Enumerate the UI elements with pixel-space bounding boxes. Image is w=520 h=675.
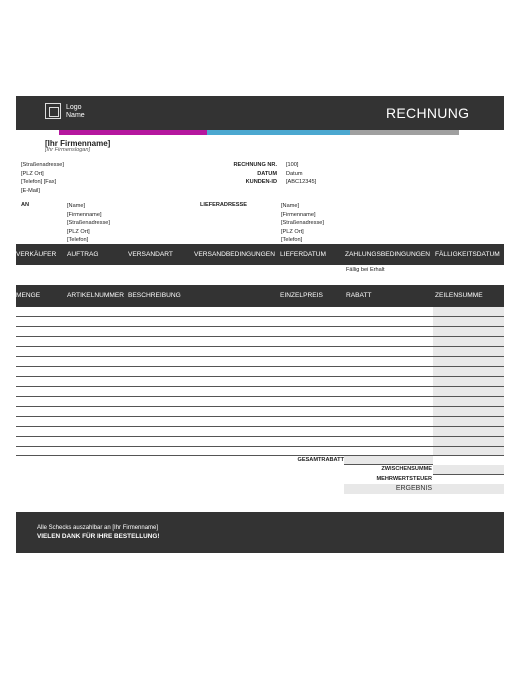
ship-to-line: [Straßenadresse] [281,220,324,226]
footer-thanks: VIELEN DANK FÜR IHRE BESTELLUNG! [37,533,160,540]
table-row [16,416,504,417]
subtotal-underline [433,474,504,475]
table-row [16,426,504,427]
ship-to-line: [Name] [281,203,300,209]
ship-to-line: [Telefon] [281,237,303,243]
logo-text [66,104,85,120]
col-header-item-number: ARTIKELNUMMER [67,292,125,299]
total-discount-label: GESAMTRABATT [297,457,344,463]
table-row [16,446,504,447]
invoice-number-label: RECHNUNG NR. [233,162,277,168]
col-header-shipping-method: VERSANDART [128,251,173,258]
bill-to-line: [Firmenname] [67,211,102,218]
bill-to-line: [Straßenadresse] [67,220,110,226]
company-name: [Ihr Firmenname] [45,139,111,148]
customer-id-value: [ABC12345] [286,179,317,185]
company-city: [PLZ Ort] [21,170,44,177]
bill-to-line: [PLZ Ort] [67,228,90,235]
table-row [16,336,504,337]
col-header-seller: VERKÄUFER [16,251,57,258]
table-row [16,406,504,407]
stripe-blue [207,130,350,135]
col-header-delivery-date: LIEFERDATUM [280,251,327,258]
customer-id-label: KUNDEN-ID [245,179,277,185]
col-header-order: AUFTRAG [67,251,99,258]
ship-to-line: [Firmenname] [281,211,316,218]
company-phone: [Telefon] [Fax] [21,179,57,185]
total-discount-cell [344,456,433,464]
table-row [16,356,504,357]
company-street: [Straßenadresse] [21,162,64,168]
col-header-due-date: FÄLLIGKEITSDATUM [435,251,500,258]
col-header-description: BESCHREIBUNG [128,292,181,299]
table-row [16,326,504,327]
stripe-gray [350,130,459,135]
payment-terms-value: Fällig bei Erhalt [346,267,385,273]
logo-line2: Name [66,112,85,119]
table-row [16,396,504,397]
stripe-magenta [59,130,207,135]
col-header-unit-price: EINZELPREIS [280,292,323,299]
table-row [16,316,504,317]
company-slogan: [Ihr Firmenslogan] [45,147,91,153]
result-label: ERGEBNIS [395,485,432,492]
table-row [16,386,504,387]
line-total-column [433,307,504,455]
invoice-date-label: DATUM [257,170,277,177]
subtotal-cell [433,465,504,474]
col-header-discount: RABATT [346,292,372,299]
ship-to-line: [PLZ Ort] [281,228,304,235]
invoice-number-value: [100] [286,162,299,168]
table-row [16,376,504,377]
tax-label: MEHRWERTSTEUER [376,476,432,482]
table-row [16,436,504,437]
logo-icon [45,103,61,119]
items-table-header [16,285,504,307]
ship-to-label: LIEFERADRESSE [200,202,247,208]
col-header-shipping-terms: VERSANDBEDINGUNGEN [194,251,275,258]
footer-checks-note: Alle Schecks auszahlbar an [Ihr Firmenname] [37,525,159,531]
col-header-payment-terms: ZAHLUNGSBEDINGUNGEN [345,251,430,258]
subtotal-label: ZWISCHENSUMME [381,466,432,472]
logo-line1: Logo [66,104,82,111]
bill-to-label: AN [21,202,30,208]
company-email: [E-Mail] [21,187,40,194]
invoice-title: RECHNUNG [386,105,470,121]
col-header-line-total: ZEILENSUMME [435,292,483,299]
invoice-date-value: Datum [286,170,303,177]
col-header-quantity: MENGE [16,292,41,299]
order-table-header [16,244,504,265]
bill-to-line: [Telefon] [67,237,89,243]
bill-to-line: [Name] [67,203,86,209]
table-row [16,346,504,347]
table-row [16,366,504,367]
